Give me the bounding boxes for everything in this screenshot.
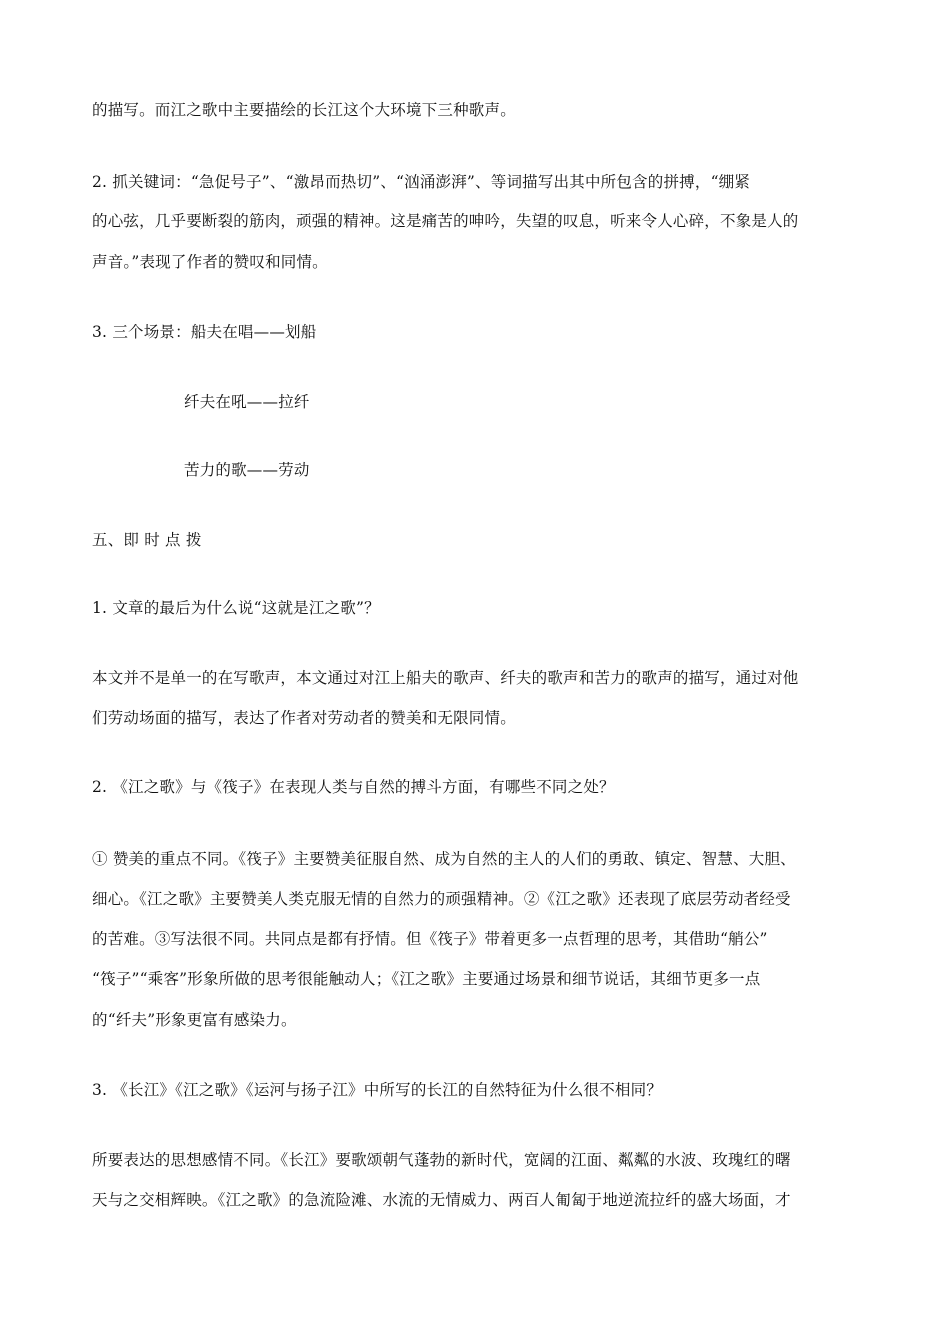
answer-2-line-4: “筏子”“乘客”形象所做的思考很能触动人；《江之歌》主要通过场景和细节说话，其细节更多一点 (92, 970, 761, 988)
item2-line-2: 的心弦，几乎要断裂的筋肉，顽强的精神。这是痛苦的呻吟，失望的叹息，听来令人心碎，不象是人的 (92, 212, 799, 230)
question-3: 3. 《长江》《江之歌》《运河与扬子江》中所写的长江的自然特征为什么很不相同？ (92, 1081, 663, 1099)
answer-3-line-2: 天与之交相辉映。《江之歌》的急流险滩、水流的无情威力、两百人匍匐于地逆流拉纤的盛大场面，才 (92, 1191, 791, 1209)
item3-scene-3: 苦力的歌——劳动 (184, 461, 310, 479)
answer-1-line-2: 们劳动场面的描写，表达了作者对劳动者的赞美和无限同情。 (92, 709, 516, 727)
paragraph-line: 的描写。而江之歌中主要描绘的长江这个大环境下三种歌声。 (92, 101, 516, 119)
answer-2-line-2: 细心。《江之歌》主要赞美人类克服无情的自然力的顽强精神。②《江之歌》还表现了底层劳动者经受 (92, 890, 791, 908)
question-1: 1. 文章的最后为什么说“这就是江之歌”？ (92, 599, 380, 617)
answer-1-line-1: 本文并不是单一的在写歌声，本文通过对江上船夫的歌声、纤夫的歌声和苦力的歌声的描写，通过对他 (92, 669, 799, 687)
item3-scene-2: 纤夫在吼——拉纤 (184, 393, 310, 411)
answer-3-line-1: 所要表达的思想感情不同。《长江》要歌颂朝气蓬勃的新时代，宽阔的江面、粼粼的水波、玫瑰红的曙 (92, 1151, 791, 1169)
answer-2-line-1: ① 赞美的重点不同。《筏子》主要赞美征服自然、成为自然的主人的人们的勇敢、镇定、智慧、大胆、 (92, 850, 796, 868)
item2-line-1: 2. 抓关键词：“急促号子”、“激昂而热切”、“汹涌澎湃”、等词描写出其中所包含的拼搏，“绷紧 (92, 173, 751, 191)
section-heading: 五、即 时 点 拨 (92, 531, 202, 549)
item2-line-3: 声音。”表现了作者的赞叹和同情。 (92, 253, 328, 271)
item3-label: 3. 三个场景：船夫在唱——划船 (92, 323, 317, 341)
answer-2-line-5: 的“纤夫”形象更富有感染力。 (92, 1011, 297, 1029)
answer-2-line-3: 的苦难。③写法很不同。共同点是都有抒情。但《筏子》带着更多一点哲理的思考，其借助“艄公” (92, 930, 768, 948)
question-2: 2. 《江之歌》与《筏子》在表现人类与自然的搏斗方面，有哪些不同之处？ (92, 778, 615, 796)
